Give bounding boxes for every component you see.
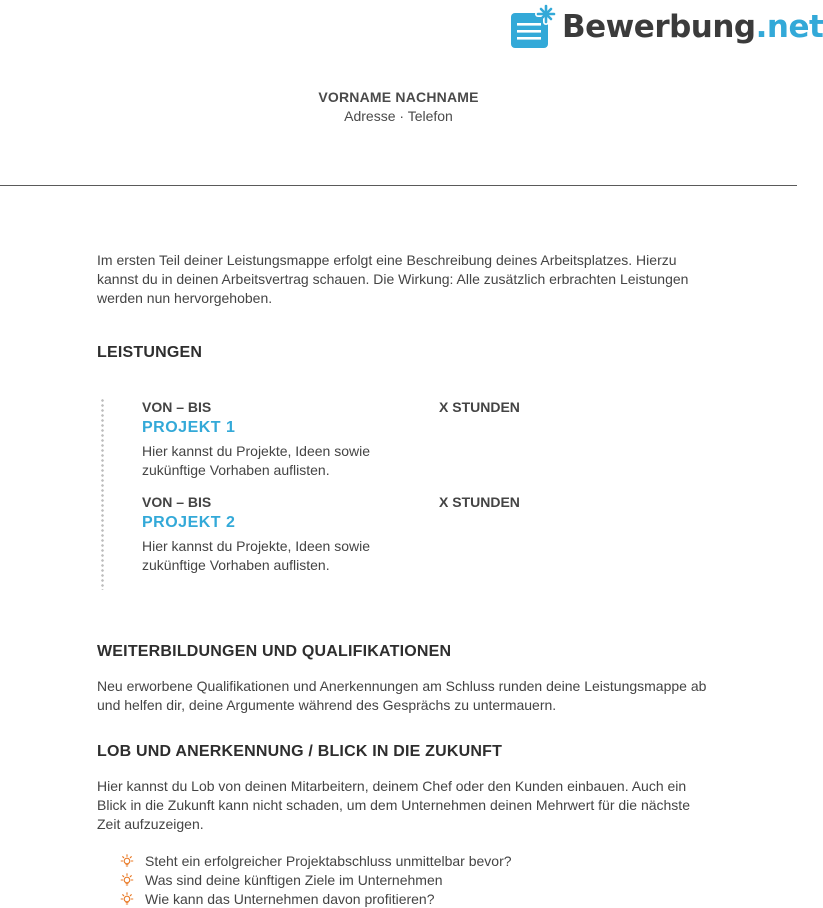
question-list (120, 851, 512, 908)
section-heading-leistungen: LEISTUNGEN (97, 344, 203, 361)
weiterbildungen-paragraph: Neu erworbene Qualifikationen und Anerkennungen am Schluss runden deine Leistungsmappe ab und helfen dir, deine Argumente während des Gesprächs zu untermauern. (97, 678, 707, 713)
project-1-title: PROJEKT 1 (142, 419, 236, 436)
question-text: Wie kann das Unternehmen davon profitieren? (145, 890, 435, 907)
brand-logo (510, 4, 823, 50)
section-heading-weiterbildungen: WEITERBILDUNGEN UND QUALIFIKATIONEN (97, 643, 452, 660)
document-star-icon (510, 4, 554, 50)
question-text: Was sind deine künftigen Ziele im Unternehmen (145, 871, 443, 888)
project-1-description: Hier kannst du Projekte, Ideen sowie zukünftige Vorhaben auflisten. (142, 443, 371, 478)
project-2-description: Hier kannst du Projekte, Ideen sowie zukünftige Vorhaben auflisten. (142, 538, 371, 573)
lob-paragraph: Hier kannst du Lob von deinen Mitarbeitern, deinem Chef oder den Kunden einbauen. Auch ein Blick in die Zukunft kann nicht schaden, um dem Unternehmen deinen Mehrwert für die nächste Zeit aufzuzeigen. (97, 778, 690, 832)
header-divider (0, 185, 797, 186)
project-2-date: VON – BIS (142, 494, 212, 510)
list-item (120, 851, 512, 870)
intro-paragraph: Im ersten Teil deiner Leistungsmappe erfolgt eine Beschreibung deines Arbeitsplatzes. Hierzu kannst du in deinen Arbeitsvertrag schauen. Die Wirkung: Alle zusätzlich erbrachten Leistungen werden nun hervorgehoben. (97, 252, 689, 306)
timeline-dotted-line (101, 398, 104, 590)
section-heading-lob: LOB UND ANERKENNUNG / BLICK IN DIE ZUKUNFT (97, 743, 503, 760)
list-item (120, 870, 512, 889)
brand-name: Bewerbung.net (562, 9, 823, 45)
project-2-hours: X STUNDEN (439, 494, 520, 510)
project-1-date: VON – BIS (142, 399, 212, 415)
lightbulb-icon (120, 854, 134, 868)
full-name: VORNAME NACHNAME (318, 89, 479, 105)
project-1-hours: X STUNDEN (439, 399, 520, 415)
contact-line: Adresse · Telefon (344, 108, 453, 124)
list-item (120, 889, 512, 908)
question-text: Steht ein erfolgreicher Projektabschluss unmittelbar bevor? (145, 852, 512, 869)
project-2-title: PROJEKT 2 (142, 514, 236, 531)
lightbulb-icon (120, 873, 134, 887)
personal-header (0, 89, 797, 124)
lightbulb-icon (120, 892, 134, 906)
